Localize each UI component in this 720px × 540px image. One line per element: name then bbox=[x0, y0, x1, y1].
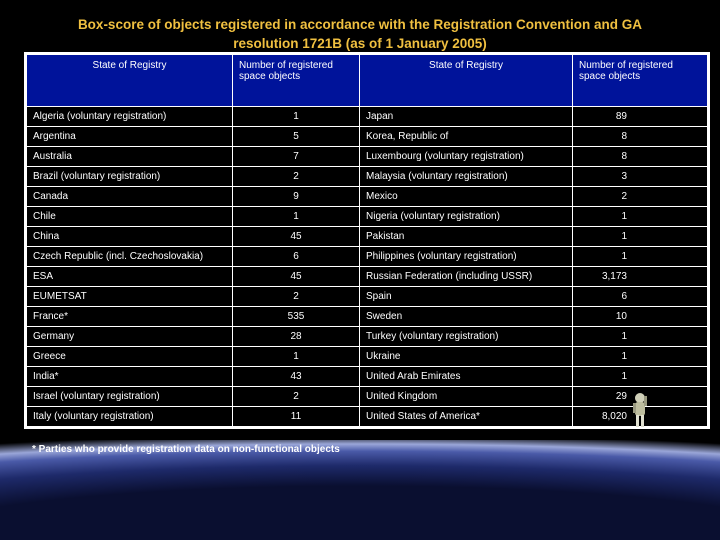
state-cell: ESA bbox=[26, 267, 233, 287]
state-cell: Italy (voluntary registration) bbox=[26, 407, 233, 428]
table-row bbox=[26, 107, 709, 127]
state-cell: China bbox=[26, 227, 233, 247]
state-cell: Chile bbox=[26, 207, 233, 227]
count-cell: 8 bbox=[573, 127, 709, 147]
state-cell: Israel (voluntary registration) bbox=[26, 387, 233, 407]
registry-table bbox=[24, 52, 710, 429]
table-row bbox=[26, 367, 709, 387]
state-cell: Nigeria (voluntary registration) bbox=[360, 207, 573, 227]
state-cell: Malaysia (voluntary registration) bbox=[360, 167, 573, 187]
header-state-1: State of Registry bbox=[26, 54, 233, 107]
table-row bbox=[26, 207, 709, 227]
astronaut-icon bbox=[632, 392, 648, 428]
state-cell: Canada bbox=[26, 187, 233, 207]
count-cell: 9 bbox=[233, 187, 360, 207]
header-count-2: Number of registered space objects bbox=[573, 54, 709, 107]
table-row bbox=[26, 347, 709, 367]
count-cell: 7 bbox=[233, 147, 360, 167]
table-row bbox=[26, 327, 709, 347]
title-line-1: Box-score of objects registered in accordance with the Registration Convention and GA bbox=[77, 17, 643, 32]
count-cell: 1 bbox=[233, 347, 360, 367]
state-cell: Sweden bbox=[360, 307, 573, 327]
count-cell: 1 bbox=[233, 107, 360, 127]
table-row bbox=[26, 187, 709, 207]
table-row bbox=[26, 407, 709, 428]
state-cell: Pakistan bbox=[360, 227, 573, 247]
count-cell: 29 bbox=[573, 387, 709, 407]
count-cell: 43 bbox=[233, 367, 360, 387]
slide-title bbox=[0, 15, 720, 53]
count-cell: 1 bbox=[573, 327, 709, 347]
state-cell: Australia bbox=[26, 147, 233, 167]
state-cell: Argentina bbox=[26, 127, 233, 147]
count-cell: 1 bbox=[573, 247, 709, 267]
state-cell: Philippines (voluntary registration) bbox=[360, 247, 573, 267]
count-cell: 3,173 bbox=[573, 267, 709, 287]
state-cell: United Arab Emirates bbox=[360, 367, 573, 387]
earth-horizon-background bbox=[0, 440, 720, 540]
table-row bbox=[26, 227, 709, 247]
count-cell: 2 bbox=[233, 167, 360, 187]
state-cell: Ukraine bbox=[360, 347, 573, 367]
state-cell: United Kingdom bbox=[360, 387, 573, 407]
state-cell: Spain bbox=[360, 287, 573, 307]
state-cell: Luxembourg (voluntary registration) bbox=[360, 147, 573, 167]
table-row bbox=[26, 167, 709, 187]
header-state-2: State of Registry bbox=[360, 54, 573, 107]
table-row bbox=[26, 307, 709, 327]
state-cell: Mexico bbox=[360, 187, 573, 207]
count-cell: 45 bbox=[233, 227, 360, 247]
count-cell: 10 bbox=[573, 307, 709, 327]
state-cell: India* bbox=[26, 367, 233, 387]
state-cell: Brazil (voluntary registration) bbox=[26, 167, 233, 187]
header-count-1: Number of registered space objects bbox=[233, 54, 360, 107]
state-cell: France* bbox=[26, 307, 233, 327]
count-cell: 2 bbox=[233, 287, 360, 307]
count-cell: 2 bbox=[573, 187, 709, 207]
table-row bbox=[26, 267, 709, 287]
count-cell: 5 bbox=[233, 127, 360, 147]
count-cell: 1 bbox=[573, 347, 709, 367]
count-cell: 28 bbox=[233, 327, 360, 347]
state-cell: Turkey (voluntary registration) bbox=[360, 327, 573, 347]
table-row bbox=[26, 287, 709, 307]
count-cell: 2 bbox=[233, 387, 360, 407]
table-row bbox=[26, 247, 709, 267]
count-cell: 8,020 bbox=[573, 407, 709, 428]
state-cell: EUMETSAT bbox=[26, 287, 233, 307]
count-cell: 11 bbox=[233, 407, 360, 428]
title-line-2: resolution 1721B (as of 1 January 2005) bbox=[233, 36, 487, 51]
table-row bbox=[26, 147, 709, 167]
table-row bbox=[26, 387, 709, 407]
count-cell: 3 bbox=[573, 167, 709, 187]
table-header bbox=[26, 54, 709, 107]
state-cell: Germany bbox=[26, 327, 233, 347]
count-cell: 6 bbox=[573, 287, 709, 307]
state-cell: Greece bbox=[26, 347, 233, 367]
count-cell: 6 bbox=[233, 247, 360, 267]
count-cell: 1 bbox=[573, 227, 709, 247]
state-cell: Algeria (voluntary registration) bbox=[26, 107, 233, 127]
state-cell: United States of America* bbox=[360, 407, 573, 428]
state-cell: Japan bbox=[360, 107, 573, 127]
state-cell: Korea, Republic of bbox=[360, 127, 573, 147]
count-cell: 1 bbox=[233, 207, 360, 227]
table-row bbox=[26, 127, 709, 147]
state-cell: Russian Federation (including USSR) bbox=[360, 267, 573, 287]
count-cell: 89 bbox=[573, 107, 709, 127]
count-cell: 535 bbox=[233, 307, 360, 327]
footnote: * Parties who provide registration data on non-functional objects bbox=[32, 444, 340, 455]
count-cell: 8 bbox=[573, 147, 709, 167]
count-cell: 1 bbox=[573, 207, 709, 227]
state-cell: Czech Republic (incl. Czechoslovakia) bbox=[26, 247, 233, 267]
count-cell: 1 bbox=[573, 367, 709, 387]
count-cell: 45 bbox=[233, 267, 360, 287]
